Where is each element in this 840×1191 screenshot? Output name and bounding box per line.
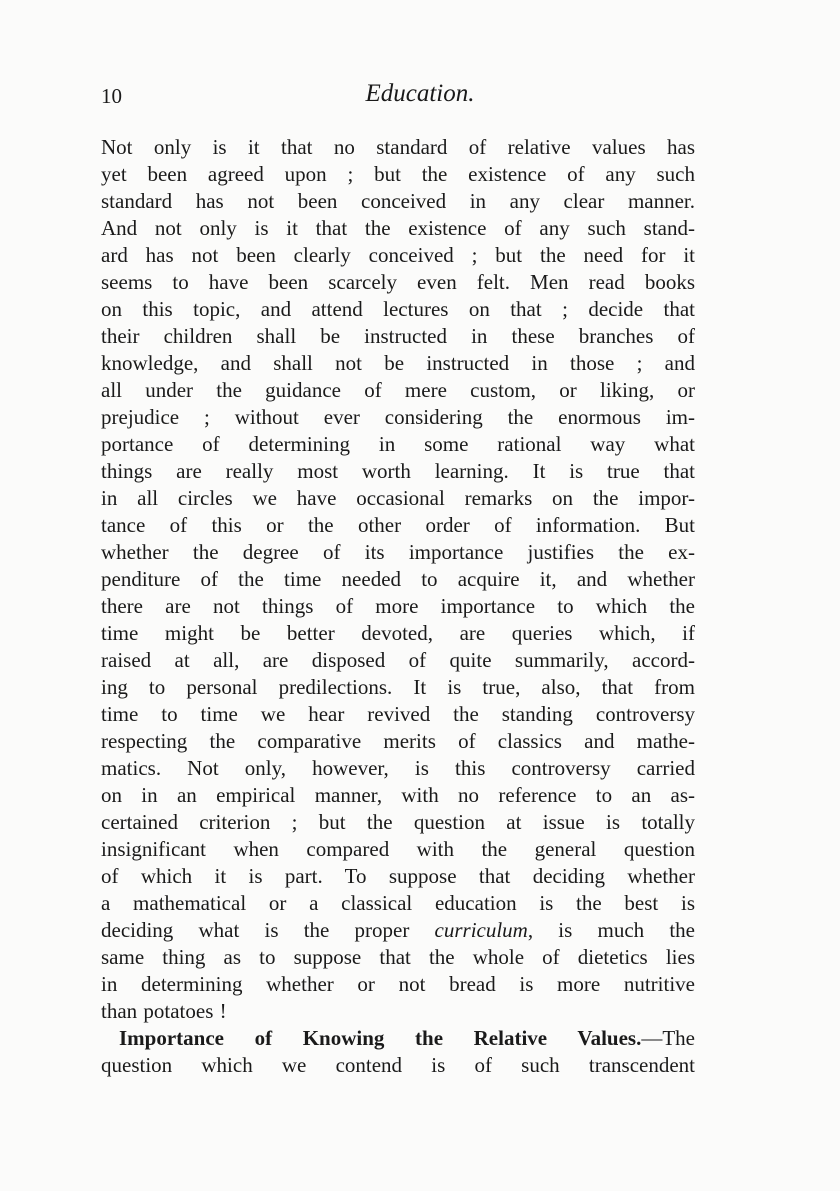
text-line: question which we contend is of such transcendent	[101, 1053, 695, 1077]
text-line: portance of determining in some rational way what	[101, 432, 695, 456]
text-line: prejudice ; without ever considering the enormous im-	[101, 405, 695, 429]
text-line: yet been agreed upon ; but the existence of any such	[101, 162, 695, 186]
text-line: their children shall be instructed in these branches of	[101, 324, 695, 348]
text-line: on in an empirical manner, with no reference to an as-	[101, 783, 695, 807]
text-line: there are not things of more importance to which the	[101, 594, 695, 618]
text-line: a mathematical or a classical education is the best is	[101, 891, 695, 915]
text-span: deciding what is the proper	[101, 918, 435, 942]
text-line: seems to have been scarcely even felt. Men read books	[101, 270, 695, 294]
text-line: tance of this or the other order of information. But	[101, 513, 695, 537]
text-line: whether the degree of its importance justifies the ex-	[101, 540, 695, 564]
text-line: knowledge, and shall not be instructed in those ; and	[101, 351, 695, 375]
text-line: ing to personal predilections. It is true, also, that from	[101, 675, 695, 699]
text-line: insignificant when compared with the general question	[101, 837, 695, 861]
text-line	[101, 917, 695, 944]
text-line: in all circles we have occasional remarks on the impor-	[101, 486, 695, 510]
text-line: certained criterion ; but the question at issue is totally	[101, 810, 695, 834]
page-number: 10	[101, 84, 122, 108]
text-line: of which it is part. To suppose that deciding whether	[101, 864, 695, 888]
section-heading-line	[101, 1025, 695, 1052]
text-line: Not only is it that no standard of relative values has	[101, 135, 695, 159]
text-line: respecting the comparative merits of classics and mathe-	[101, 729, 695, 753]
text-line: ard has not been clearly conceived ; but the need for it	[101, 243, 695, 267]
text-line: on this topic, and attend lectures on that ; decide that	[101, 297, 695, 321]
text-line: raised at all, are disposed of quite summarily, accord-	[101, 648, 695, 672]
text-line: things are really most worth learning. It is true that	[101, 459, 695, 483]
text-line: same thing as to suppose that the whole of dietetics lies	[101, 945, 695, 969]
text-line: penditure of the time needed to acquire it, and whether	[101, 567, 695, 591]
section-heading: Importance of Knowing the Relative Values.	[119, 1026, 642, 1050]
text-line: standard has not been conceived in any clear manner.	[101, 189, 695, 213]
text-line: time might be better devoted, are queries which, if	[101, 621, 695, 645]
text-line: matics. Not only, however, is this controversy carried	[101, 756, 695, 780]
text-line: And not only is it that the existence of any such stand-	[101, 216, 695, 240]
italic-term: curriculum	[434, 918, 528, 942]
text-line: time to time we hear revived the standing controversy	[101, 702, 695, 726]
text-line: than potatoes !	[101, 999, 227, 1023]
text-span: , is much the	[527, 918, 695, 942]
text-line: all under the guidance of mere custom, or liking, or	[101, 378, 695, 402]
text-line: in determining whether or not bread is more nutritive	[101, 972, 695, 996]
text-span: —The	[641, 1026, 695, 1050]
body-text	[101, 134, 695, 1079]
running-title: Education.	[365, 80, 475, 107]
